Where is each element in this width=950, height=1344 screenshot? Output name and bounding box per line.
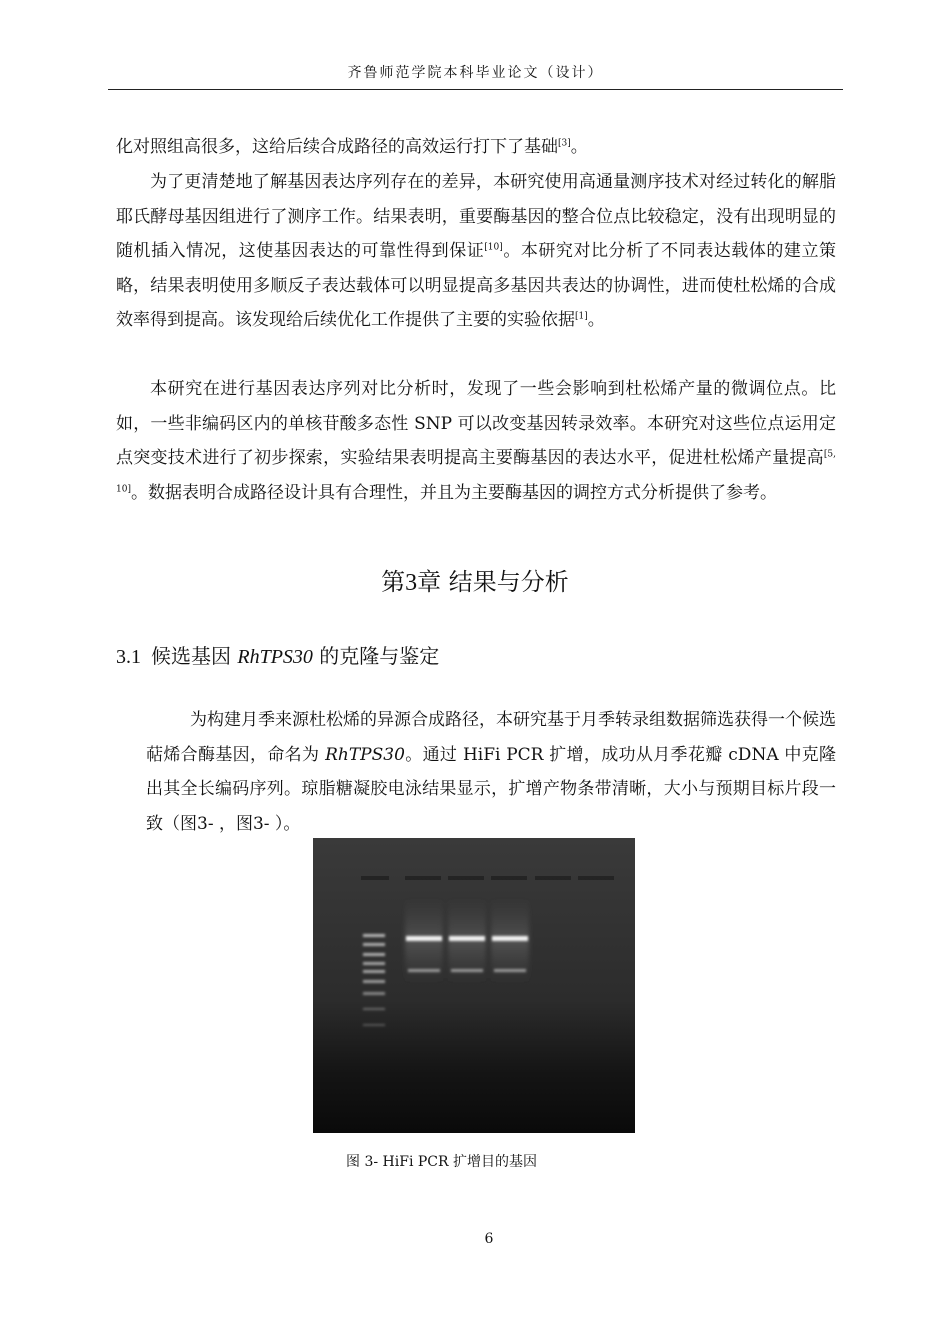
paragraph-1: [116, 130, 836, 165]
paragraph-2-end: 。: [587, 310, 605, 330]
paragraph-2: [116, 165, 836, 338]
chapter-prefix: 第: [381, 568, 406, 596]
chapter-heading: [0, 562, 950, 597]
paragraph-3-text-a: 本研究在进行基因表达序列对比分析时，发现了一些会影响到杜松烯产量的微调位点。比如，一些非编码区内的单核苷酸多态性 SNP 可以改变基因转录效率。本研究对这些位点运用定点突变技术进行了初步探索，实验结果表明提高主要酶基因的表达水平，促进杜松烯产量提高: [116, 379, 836, 468]
paragraph-1-end: 。: [570, 137, 588, 157]
paragraph-2-text-a: 为了更清楚地了解基因表达序列存在的差异，本研究使用高通量测序技术对经过转化的解脂耶氏酵母基因组进行了测序工作。结果表明，重要酶基因的整合位点比较稳定，没有出现明显的随机插入情况，这使基因表达的可靠性得到保证: [116, 172, 836, 261]
section-paragraph-b: 。通过 HiFi PCR 扩增，成功从月季花瓣 cDNA 中克隆出其全长编码序列。琼脂糖凝胶电泳结果显示，扩增产物条带清晰，大小与预期目标片段一致（图3- ，图3- ）。: [146, 744, 837, 834]
section-title-pre: 候选基因: [151, 644, 238, 668]
paragraph-1-text: 化对照组高很多，这给后续合成路径的高效运行打下了基础: [116, 137, 558, 157]
citation: [1]: [575, 311, 588, 322]
paragraph-3-text-b: 。数据表明合成路径设计具有合理性，并且为主要酶基因的调控方式分析提供了参考。: [130, 482, 777, 503]
paragraph-3: [116, 372, 836, 510]
section-gene-name: RhTPS30: [237, 646, 313, 668]
section-title-post: 的克隆与鉴定: [312, 644, 440, 668]
running-header: 齐鲁师范学院本科毕业论文（设计）: [347, 65, 604, 81]
section-paragraph-a: 为构建月季来源杜松烯的异源合成路径，本研究基于月季转录组数据筛选获得一个候选萜烯合酶基因，命名为: [146, 710, 836, 765]
header-rule: [108, 89, 843, 90]
section-heading: [116, 640, 439, 669]
citation: [5, 10]: [116, 449, 836, 494]
citation: [10]: [484, 242, 503, 253]
section-paragraph: [146, 703, 836, 841]
figure-caption: 图 3- HiFi PCR 扩增目的基因: [346, 1154, 537, 1170]
section-number: 3.1: [116, 646, 141, 668]
paragraph-2-text-b: 。本研究对比分析了不同表达载体的建立策略，结果表明使用多顺反子表达载体可以明显提高多基因共表达的协调性，进而使杜松烯的合成效率得到提高。该发现给后续优化工作提供了主要的实验依据: [116, 241, 837, 330]
citation: [3]: [558, 138, 571, 149]
page-number: 6: [484, 1231, 494, 1247]
chapter-number: 3: [405, 570, 418, 596]
gel-electrophoresis-image: [313, 838, 635, 1133]
chapter-title: 章 结果与分析: [417, 568, 569, 596]
section-paragraph-gene: RhTPS30: [325, 744, 405, 765]
